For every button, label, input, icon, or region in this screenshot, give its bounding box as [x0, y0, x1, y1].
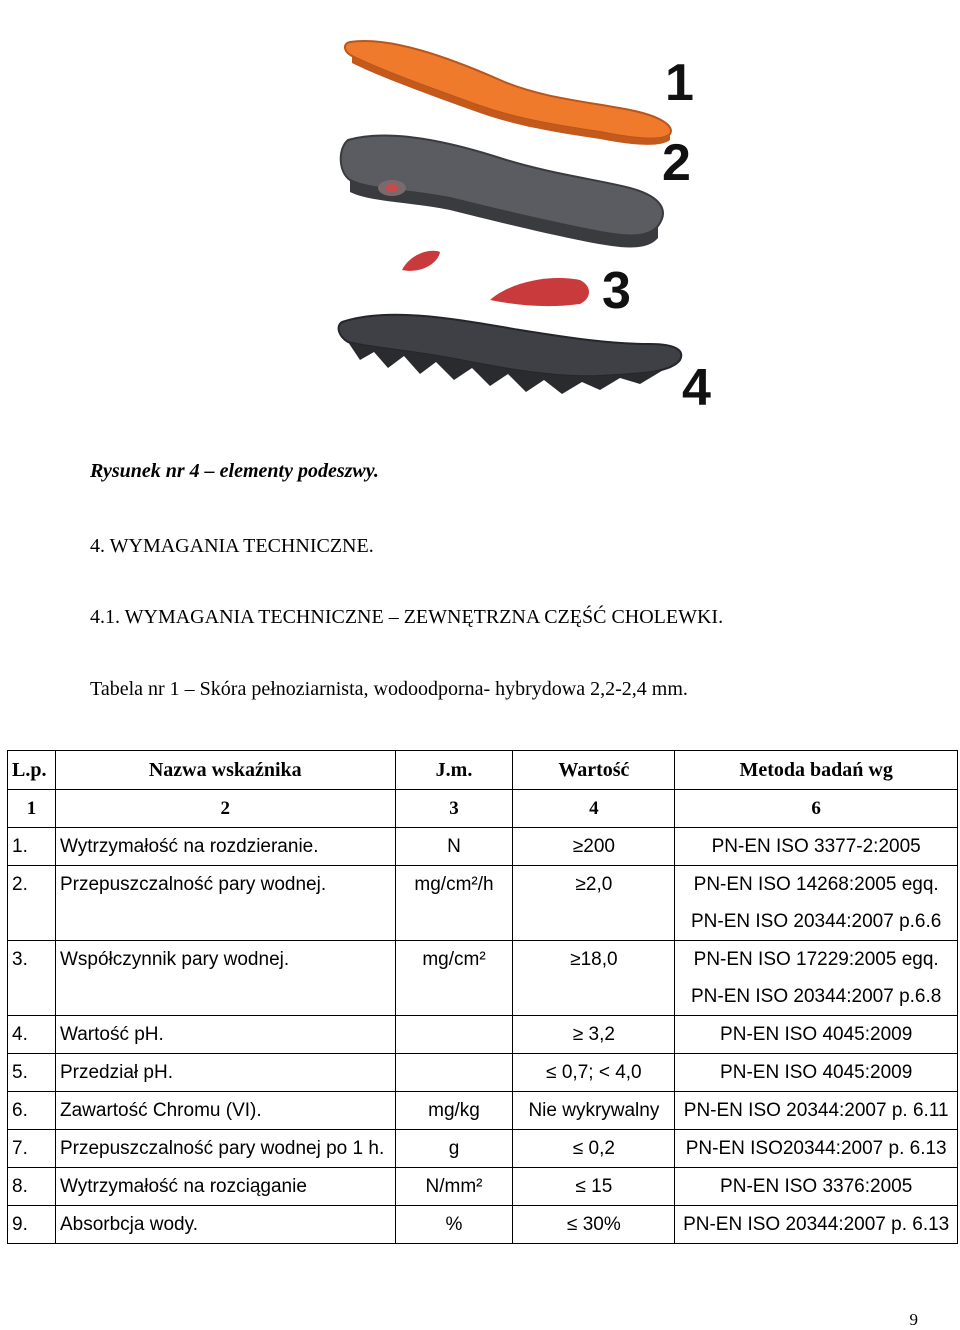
- table-row: [8, 1016, 958, 1054]
- table-row: [8, 1206, 958, 1244]
- row-method: PN-EN ISO 17229:2005 egq.: [675, 941, 958, 979]
- row-lp: 7.: [8, 1130, 56, 1168]
- table-row: [8, 1054, 958, 1092]
- row-method: PN-EN ISO 20344:2007 p. 6.11: [675, 1092, 958, 1130]
- figure-caption: Rysunek nr 4 – elementy podeszwy.: [90, 460, 379, 482]
- label-4: 4: [682, 359, 711, 417]
- requirements-table: [7, 750, 958, 1244]
- header-unit: J.m.: [395, 751, 513, 790]
- header-name: Nazwa wskaźnika: [55, 751, 395, 790]
- insole-layer: [345, 41, 671, 145]
- row-value: ≤ 0,7; < 4,0: [513, 1054, 675, 1092]
- row-value: ≤ 0,2: [513, 1130, 675, 1168]
- table-row-continuation: [8, 903, 958, 941]
- row-method: PN-EN ISO 3377-2:2005: [675, 828, 958, 866]
- row-name: Przedział pH.: [55, 1054, 395, 1092]
- row-method: PN-EN ISO 4045:2009: [675, 1054, 958, 1092]
- row-lp: 3.: [8, 941, 56, 979]
- midsole-layer: [341, 135, 663, 247]
- table-row: [8, 1168, 958, 1206]
- table-header-row: [8, 751, 958, 790]
- row-value: ≥18,0: [513, 941, 675, 979]
- row-method: PN-EN ISO 3376:2005: [675, 1168, 958, 1206]
- subsection-heading: 4.1. WYMAGANIA TECHNICZNE – ZEWNĘTRZNA CZĘŚĆ CHOLEWKI.: [90, 606, 724, 628]
- row-lp: 5.: [8, 1054, 56, 1092]
- row-unit: N: [395, 828, 513, 866]
- row-value: ≤ 30%: [513, 1206, 675, 1244]
- header-value: Wartość: [513, 751, 675, 790]
- column-number: 4: [513, 790, 675, 828]
- column-number-row: [8, 790, 958, 828]
- label-1: 1: [665, 54, 694, 112]
- row-value: Nie wykrywalny: [513, 1092, 675, 1130]
- row-lp: 9.: [8, 1206, 56, 1244]
- row-unit: mg/cm²/h: [395, 866, 513, 904]
- outsole-layer: [339, 315, 682, 394]
- row-unit: mg/cm²: [395, 941, 513, 979]
- column-number: 2: [55, 790, 395, 828]
- section-heading: 4. WYMAGANIA TECHNICZNE.: [90, 535, 374, 557]
- row-value: ≥200: [513, 828, 675, 866]
- sole-elements-figure: [330, 30, 730, 420]
- table-row: [8, 1130, 958, 1168]
- header-lp: L.p.: [8, 751, 56, 790]
- row-unit: [395, 1016, 513, 1054]
- page-number: 9: [909, 1310, 918, 1329]
- row-method-extra: PN-EN ISO 20344:2007 p.6.8: [675, 978, 958, 1016]
- column-number: 3: [395, 790, 513, 828]
- row-method: PN-EN ISO 20344:2007 p. 6.13: [675, 1206, 958, 1244]
- row-lp: 8.: [8, 1168, 56, 1206]
- column-number: 1: [8, 790, 56, 828]
- table-row: [8, 866, 958, 904]
- row-lp: 1.: [8, 828, 56, 866]
- row-name: Wytrzymałość na rozdzieranie.: [55, 828, 395, 866]
- row-unit: %: [395, 1206, 513, 1244]
- row-name: Wytrzymałość na rozciąganie: [55, 1168, 395, 1206]
- row-name: Przepuszczalność pary wodnej po 1 h.: [55, 1130, 395, 1168]
- label-3: 3: [602, 262, 631, 320]
- row-lp: 2.: [8, 866, 56, 904]
- row-value: ≥ 3,2: [513, 1016, 675, 1054]
- insert-layer: [402, 251, 589, 306]
- row-lp: 6.: [8, 1092, 56, 1130]
- row-name: Współczynnik pary wodnej.: [55, 941, 395, 979]
- row-name: Przepuszczalność pary wodnej.: [55, 866, 395, 904]
- row-unit: N/mm²: [395, 1168, 513, 1206]
- row-value: ≤ 15: [513, 1168, 675, 1206]
- row-name: Zawartość Chromu (VI).: [55, 1092, 395, 1130]
- table-row: [8, 941, 958, 979]
- row-unit: mg/kg: [395, 1092, 513, 1130]
- row-value: ≥2,0: [513, 866, 675, 904]
- row-name: Absorbcja wody.: [55, 1206, 395, 1244]
- table-row: [8, 1092, 958, 1130]
- column-number: 6: [675, 790, 958, 828]
- row-unit: g: [395, 1130, 513, 1168]
- label-2: 2: [662, 134, 691, 192]
- row-method: PN-EN ISO20344:2007 p. 6.13: [675, 1130, 958, 1168]
- row-unit: [395, 1054, 513, 1092]
- row-method-extra: PN-EN ISO 20344:2007 p.6.6: [675, 903, 958, 941]
- row-method: PN-EN ISO 4045:2009: [675, 1016, 958, 1054]
- table-row: [8, 828, 958, 866]
- table-title: Tabela nr 1 – Skóra pełnoziarnista, wodoodporna- hybrydowa 2,2-2,4 mm.: [90, 678, 688, 700]
- header-method: Metoda badań wg: [675, 751, 958, 790]
- row-method: PN-EN ISO 14268:2005 egq.: [675, 866, 958, 904]
- table-row-continuation: [8, 978, 958, 1016]
- row-name: Wartość pH.: [55, 1016, 395, 1054]
- row-lp: 4.: [8, 1016, 56, 1054]
